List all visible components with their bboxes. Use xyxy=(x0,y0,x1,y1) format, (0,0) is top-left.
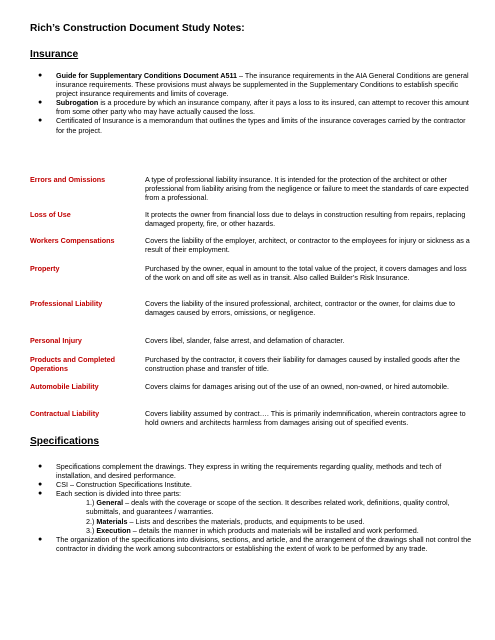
definition-term: Loss of Use xyxy=(30,210,71,219)
specifications-bullet: ● CSI – Construction Specifications Institute. xyxy=(38,480,192,490)
document-title: Rich’s Construction Document Study Notes: xyxy=(30,23,245,34)
specifications-bullets xyxy=(30,462,475,553)
insurance-heading: Insurance xyxy=(30,49,79,60)
definition-term: Contractual Liability xyxy=(30,409,100,418)
specifications-bullet: ● Specifications complement the drawings. They express in writing the requirements regarding quality, methods and tech of installation, and desired performance. xyxy=(38,462,442,481)
definition-text: Purchased by the contractor, it covers their liability for damages caused by installed goods after the construction phase and transfer of title. xyxy=(145,355,460,374)
definition-text: Covers the liability of the insured professional, architect, contractor or the owner, for claims due to damages caused by errors, omissions, or negligence. xyxy=(145,299,456,318)
definition-term: Errors and Omissions xyxy=(30,175,106,184)
definition-text: A type of professional liability insurance. It is intended for the protection of the architect or other professional from liability arising from the negligence or failure to meet the standards of care expected from a professional. xyxy=(145,175,469,203)
definition-term: Personal Injury xyxy=(30,336,82,345)
spec-subitem: 3.) Execution – details the manner in which products and materials will be installed and work performed. xyxy=(86,525,419,535)
spec-subitem: 1.) General – deals with the coverage or scope of the section. It describes related work, definitions, quality control, submittals, and guarantees / warranties. xyxy=(86,498,450,517)
definition-text: Covers claims for damages arising out of the use of an owned, non-owned, or hired automobile. xyxy=(145,382,450,391)
definition-text: Covers liability assumed by contract…. This is primarily indemnification, wherein contractors agree to hold owners and architects harmless from damages arising out of specified events. xyxy=(145,409,466,428)
insurance-bullet: ● Guide for Supplementary Conditions Document A511 – The insurance requirements in the AIA General Conditions are general insurance requirements. These provisions must always be supplemented in the Supplementary Conditions to establish specific project insurance requirements and limits of coverage. xyxy=(38,71,469,99)
definition-term: Workers Compensations xyxy=(30,236,115,245)
definition-term: Professional Liability xyxy=(30,299,103,308)
definition-text: Covers the liability of the employer, architect, or contractor to the employees for injury or sickness as a result of their employment. xyxy=(145,236,470,255)
definition-term: Products and Completed Operations xyxy=(30,355,116,374)
insurance-bullet: ● Subrogation is a procedure by which an insurance company, after it pays a loss to its insured, can attempt to recover this amount from some other party who may have actually caused the loss. xyxy=(38,98,469,117)
definition-text: Purchased by the owner, equal in amount to the total value of the project, it covers damages and loss of the work on and off site as well as in transit. Also called Builder’s Risk Insurance. xyxy=(145,264,467,283)
specifications-bullet: ● The organization of the specifications into divisions, sections, and article, and the arrangement of the drawings shall not control the contractor in dividing the work among subcontractors or establishing the extent of work to be performed by any trade. xyxy=(38,534,472,553)
spec-subitem: 2.) Materials – Lists and describes the materials, products, and equipments to be used. xyxy=(86,516,365,526)
definition-term: Automobile Liability xyxy=(30,382,99,391)
definition-term: Property xyxy=(30,264,60,273)
specifications-heading: Specifications xyxy=(30,436,100,447)
specifications-bullet: ● Each section is divided into three parts: 1.) General – deals with the coverage or scope of the section. It describes related work, definitions, quality control, submittals, and guarantees / warranties. 2.) Materials – Lists and describes the materials, products, and equipments to be used. 3.) Execution – details the manner in which products and materials will be installed and work performed. xyxy=(30,489,475,534)
definition-text: Covers libel, slander, false arrest, and defamation of character. xyxy=(145,336,345,345)
definition-text: It protects the owner from financial loss due to delays in construction resulting from repairs, replacing damaged property, fire, or other hazards. xyxy=(145,210,466,229)
insurance-bullet: ● Certificated of Insurance is a memorandum that outlines the types and limits of the insurance coverages carried by the contractor for the project. xyxy=(38,116,466,135)
insurance-bullets xyxy=(30,71,475,135)
